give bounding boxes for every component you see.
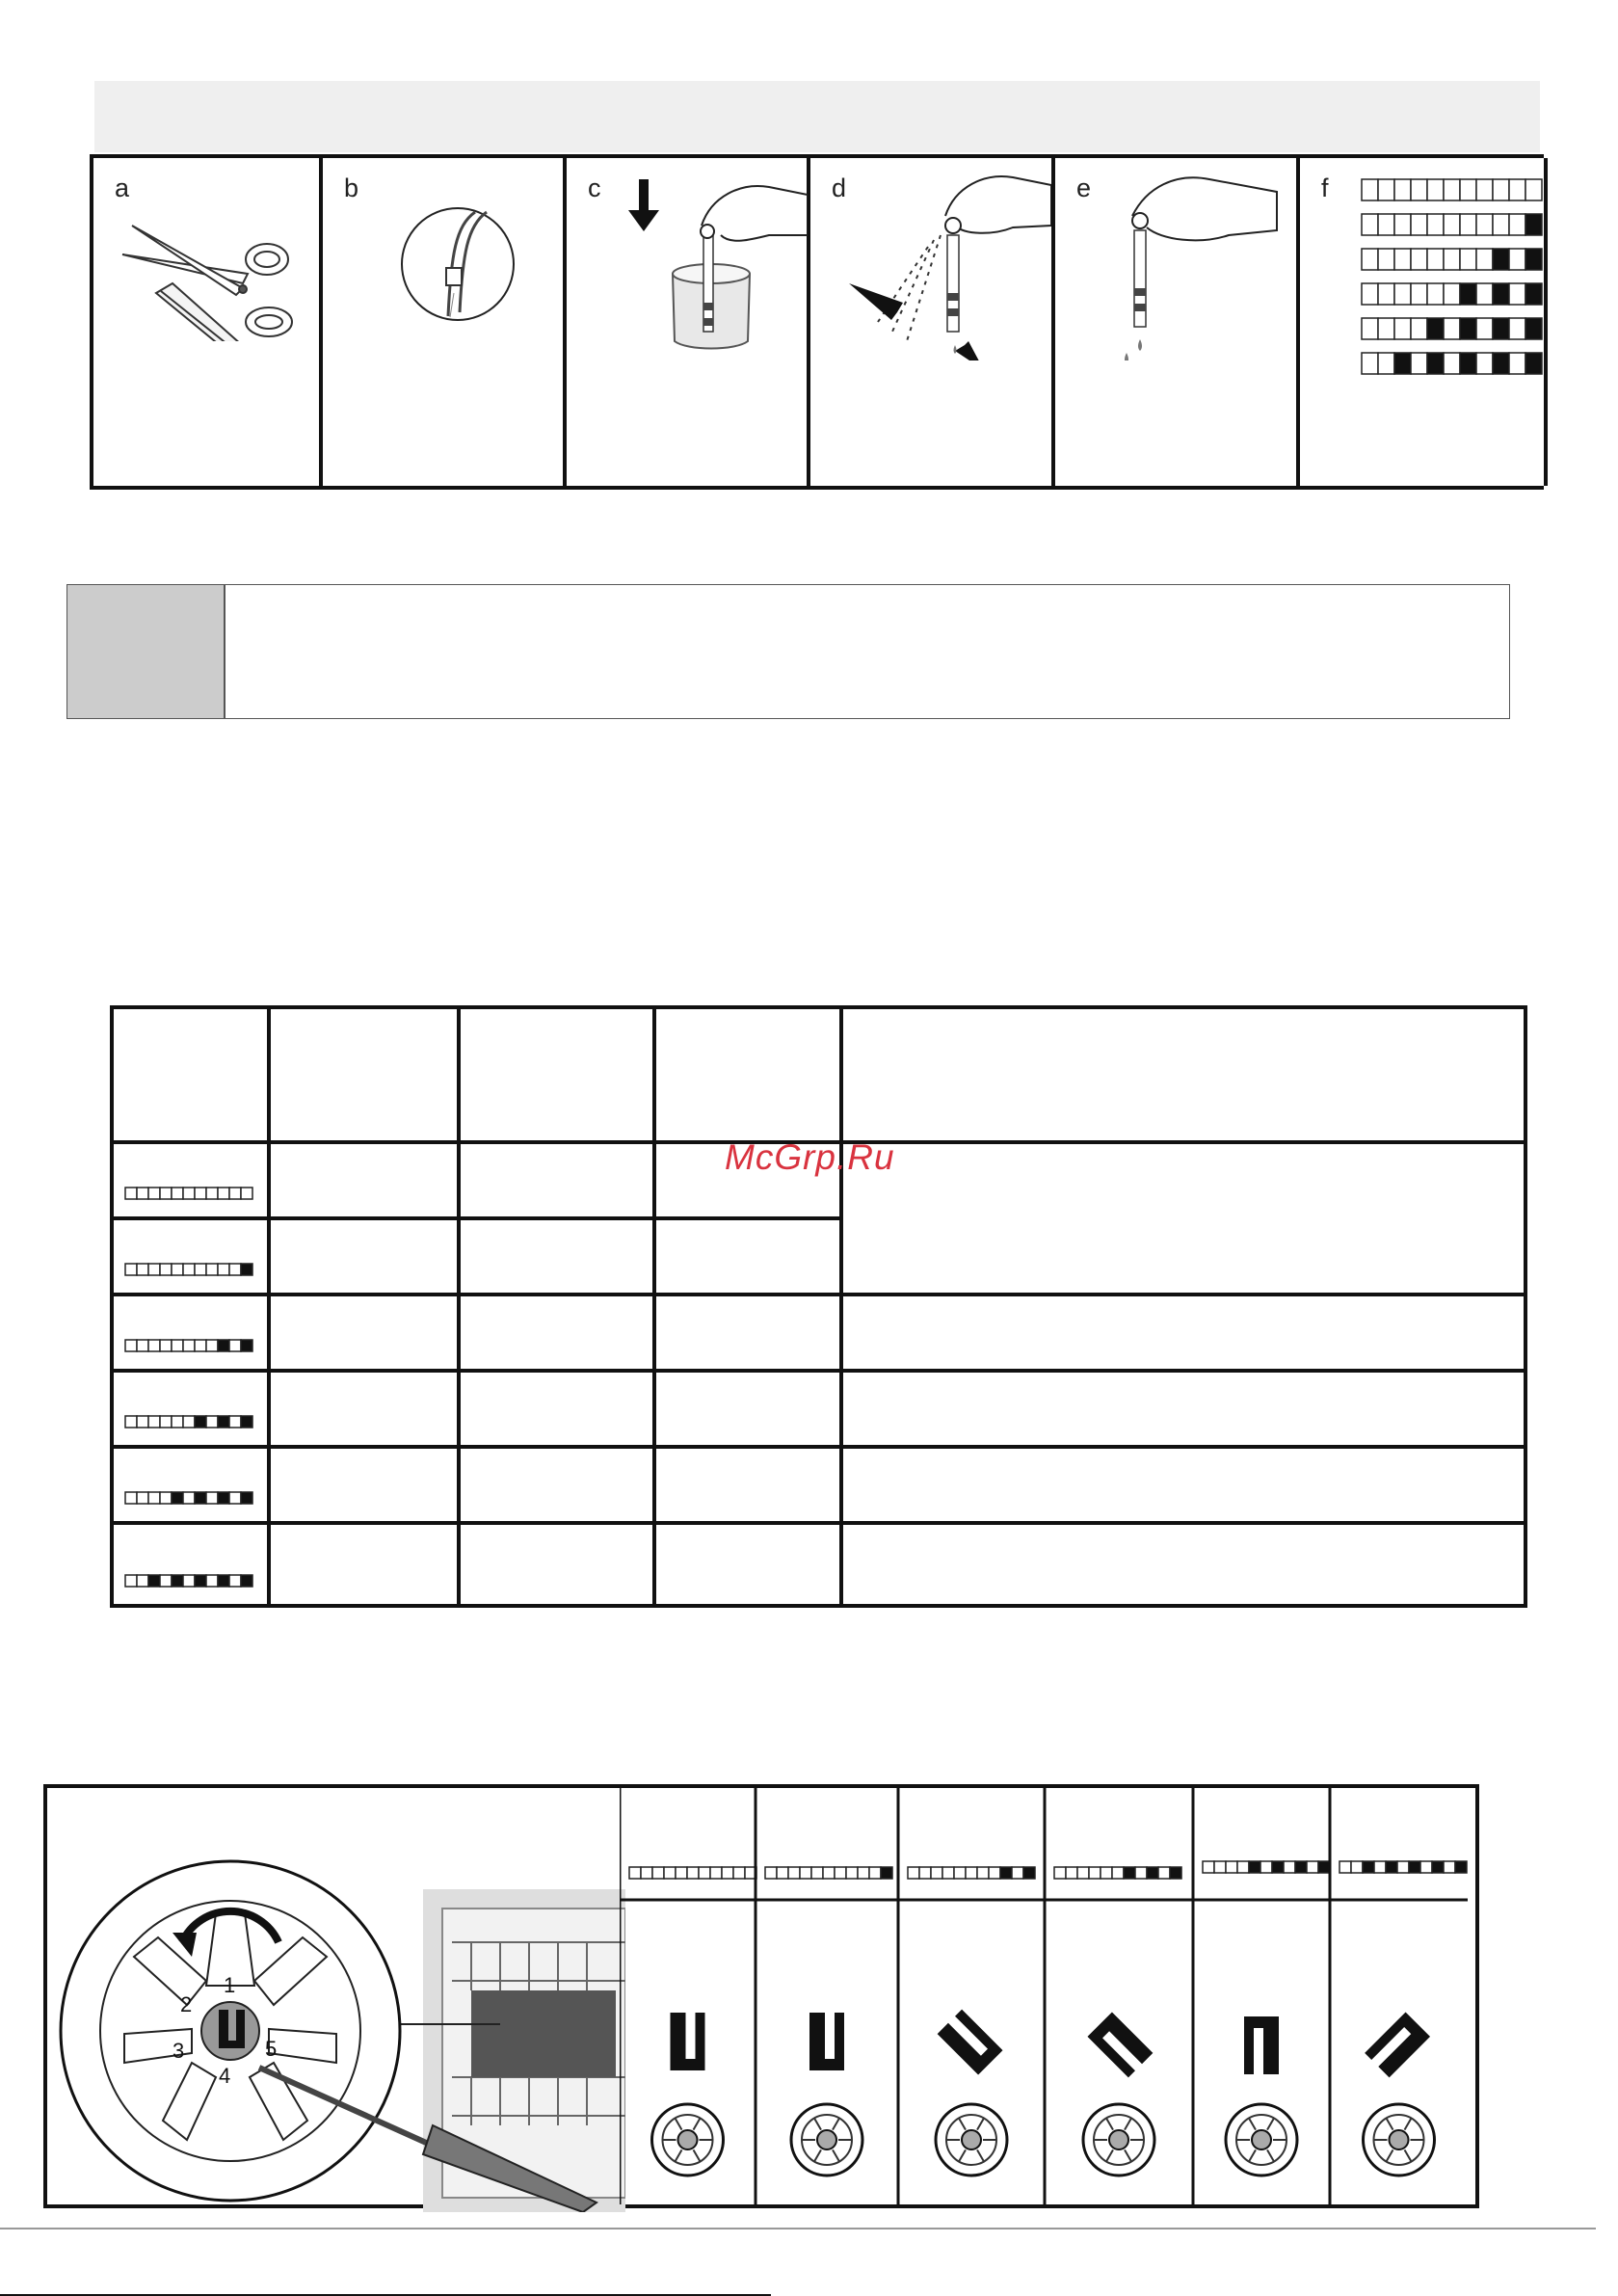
strip-cell-empty xyxy=(1493,179,1509,200)
strip-cell-empty xyxy=(1509,214,1525,235)
strip-cell-empty xyxy=(1460,249,1476,270)
strip-cell-empty xyxy=(172,1264,183,1275)
strip-cell-empty xyxy=(687,1867,699,1879)
hardness-strip xyxy=(629,1867,756,1879)
strip-cell-empty xyxy=(641,1867,652,1879)
strip-cell-empty xyxy=(1374,1861,1386,1873)
strip-cell-empty xyxy=(858,1867,869,1879)
step-panel-a xyxy=(93,158,323,486)
hardness-strip xyxy=(908,1867,1035,1879)
step-panel-d xyxy=(810,158,1055,486)
hardness-scale-icon xyxy=(1358,168,1551,380)
selector-knob-position-3 xyxy=(1087,2012,1153,2077)
dial-number-3: 3 xyxy=(172,2039,185,2063)
strip-cell-filled xyxy=(218,1340,229,1351)
strip-cell-empty xyxy=(1476,318,1493,339)
selector-column xyxy=(1330,1788,1468,2204)
note-box xyxy=(66,584,1510,719)
strip-cell-empty xyxy=(1460,179,1476,200)
strip-cell-filled xyxy=(1493,249,1509,270)
strip-cell-empty xyxy=(954,1867,966,1879)
strip-cell-empty xyxy=(1411,249,1427,270)
header-band xyxy=(94,81,1540,152)
strip-cell-empty xyxy=(1411,179,1427,200)
dial-number-4: 4 xyxy=(219,2064,231,2088)
strip-cell-empty xyxy=(1378,214,1394,235)
strip-cell-filled xyxy=(195,1416,206,1428)
step-panel-c xyxy=(567,158,810,486)
strip-cell-filled xyxy=(1455,1861,1467,1873)
selector-column xyxy=(898,1788,1045,2204)
strip-cell-empty xyxy=(148,1264,160,1275)
strip-cell-empty xyxy=(1444,214,1460,235)
strip-cell-empty xyxy=(1089,1867,1101,1879)
strip-cell-empty xyxy=(1307,1861,1318,1873)
strip-cell-empty xyxy=(1101,1867,1112,1879)
step-label: b xyxy=(344,174,359,202)
selector-columns-grid xyxy=(620,1788,1479,2204)
strip-cell-empty xyxy=(172,1340,183,1351)
strip-cell-empty xyxy=(1351,1861,1363,1873)
strip-cell-filled xyxy=(1394,353,1411,374)
strip-cell-empty xyxy=(206,1416,218,1428)
hardness-strip xyxy=(125,1264,252,1275)
step-panel-f xyxy=(1300,158,1548,486)
strip-cell-empty xyxy=(1444,1861,1455,1873)
strip-cell-empty xyxy=(931,1867,942,1879)
strip-cell-empty xyxy=(1378,283,1394,305)
strip-cell-empty xyxy=(1509,249,1525,270)
strip-cell-empty xyxy=(800,1867,811,1879)
strip-cell-empty xyxy=(229,1188,241,1199)
strip-cell-empty xyxy=(1260,1861,1272,1873)
strip-cell-filled xyxy=(195,1575,206,1587)
strip-cell-filled xyxy=(1427,353,1444,374)
strip-cell-filled xyxy=(881,1867,892,1879)
strip-cell-empty xyxy=(1476,353,1493,374)
hardness-strip xyxy=(1362,179,1542,200)
strip-cell-empty xyxy=(989,1867,1000,1879)
strip-cell-filled xyxy=(1147,1867,1158,1879)
strip-cell-empty xyxy=(1476,283,1493,305)
strip-cell-filled xyxy=(1525,214,1542,235)
drip-strip-icon xyxy=(1055,168,1296,360)
strip-cell-empty xyxy=(1493,214,1509,235)
strip-cell-empty xyxy=(1411,318,1427,339)
strip-cell-empty xyxy=(1427,249,1444,270)
strip-cell-empty xyxy=(1509,283,1525,305)
strip-cell-filled xyxy=(241,1575,252,1587)
strip-cell-filled xyxy=(195,1492,206,1504)
strip-cell-empty xyxy=(1362,249,1378,270)
strip-cell-filled xyxy=(218,1492,229,1504)
strip-cell-empty xyxy=(733,1867,745,1879)
selector-knob-position-2 xyxy=(938,2010,1003,2075)
step-panel-b xyxy=(323,158,567,486)
strip-cell-filled xyxy=(1295,1861,1307,1873)
strip-cell-empty xyxy=(1476,249,1493,270)
strip-cell-empty xyxy=(1077,1867,1089,1879)
strip-cell-empty xyxy=(183,1188,195,1199)
strip-cell-empty xyxy=(229,1264,241,1275)
selector-column xyxy=(756,1788,898,2204)
strip-cell-empty xyxy=(1427,179,1444,200)
strip-cell-empty xyxy=(195,1188,206,1199)
strip-cell-empty xyxy=(869,1867,881,1879)
hardness-strip xyxy=(125,1416,252,1428)
strip-cell-empty xyxy=(148,1416,160,1428)
strip-cell-filled xyxy=(1525,318,1542,339)
strip-cell-empty xyxy=(652,1867,664,1879)
dial-number-5: 5 xyxy=(265,2037,278,2061)
watermark: McGrp.Ru xyxy=(725,1137,895,1177)
strip-cell-empty xyxy=(699,1867,710,1879)
strip-cell-empty xyxy=(229,1492,241,1504)
strip-cell-empty xyxy=(1226,1861,1237,1873)
strip-cell-empty xyxy=(664,1867,676,1879)
strip-cell-empty xyxy=(137,1492,148,1504)
strip-cell-empty xyxy=(1444,179,1460,200)
strip-cell-filled xyxy=(1023,1867,1035,1879)
step-label: c xyxy=(588,174,601,202)
strip-cell-empty xyxy=(160,1575,172,1587)
strip-cell-empty xyxy=(1394,283,1411,305)
hardness-strip xyxy=(765,1867,892,1879)
selector-knob-position-1 xyxy=(809,2013,844,2070)
strip-cell-empty xyxy=(125,1416,137,1428)
selector-knob-position-5 xyxy=(1365,2012,1430,2077)
selector-knob-position-1 xyxy=(671,2013,705,2070)
strip-cell-filled xyxy=(1386,1861,1397,1873)
strip-cell-empty xyxy=(1054,1867,1066,1879)
strip-cell-empty xyxy=(1362,283,1378,305)
strip-cell-filled xyxy=(172,1575,183,1587)
strip-cell-filled xyxy=(172,1492,183,1504)
strip-cell-empty xyxy=(183,1575,195,1587)
strip-cell-filled xyxy=(148,1575,160,1587)
strip-cell-filled xyxy=(1493,283,1509,305)
strip-cell-empty xyxy=(966,1867,977,1879)
strip-cell-empty xyxy=(137,1264,148,1275)
strip-cell-empty xyxy=(1378,318,1394,339)
hardness-table-grid xyxy=(114,1009,1524,1604)
strip-cell-empty xyxy=(1158,1867,1170,1879)
strip-cell-filled xyxy=(1460,353,1476,374)
hardness-strip xyxy=(1362,214,1542,235)
strip-cell-empty xyxy=(218,1188,229,1199)
strip-cell-empty xyxy=(1394,249,1411,270)
strip-cell-empty xyxy=(1362,318,1378,339)
strip-cell-empty xyxy=(206,1340,218,1351)
selector-column xyxy=(620,1788,756,2204)
strip-cell-empty xyxy=(1411,283,1427,305)
strip-cell-filled xyxy=(1460,318,1476,339)
strip-cell-empty xyxy=(629,1867,641,1879)
strip-cell-empty xyxy=(160,1188,172,1199)
strip-cell-empty xyxy=(811,1867,823,1879)
strip-cell-empty xyxy=(195,1264,206,1275)
strip-cell-empty xyxy=(1397,1861,1409,1873)
strip-cell-empty xyxy=(137,1575,148,1587)
selector-column xyxy=(1045,1788,1193,2204)
strip-cell-empty xyxy=(218,1264,229,1275)
hardness-strip xyxy=(125,1340,252,1351)
strip-cell-empty xyxy=(183,1416,195,1428)
strip-cell-empty xyxy=(195,1340,206,1351)
strip-cell-empty xyxy=(1362,214,1378,235)
strip-cell-empty xyxy=(1214,1861,1226,1873)
strip-cell-empty xyxy=(1525,179,1542,200)
strip-cell-empty xyxy=(1411,214,1427,235)
dial-number-1: 1 xyxy=(224,1973,236,1997)
hardness-strip xyxy=(1362,249,1542,270)
scissors-strip-icon xyxy=(113,197,305,341)
strip-cell-empty xyxy=(125,1492,137,1504)
strip-cell-empty xyxy=(148,1188,160,1199)
strip-cell-empty xyxy=(229,1340,241,1351)
strip-cell-empty xyxy=(1012,1867,1023,1879)
strip-cell-empty xyxy=(722,1867,733,1879)
strip-cell-empty xyxy=(676,1867,687,1879)
strip-cell-filled xyxy=(241,1264,252,1275)
strip-cell-empty xyxy=(160,1492,172,1504)
strip-cell-empty xyxy=(137,1188,148,1199)
hardness-strip xyxy=(1203,1861,1330,1873)
strip-cell-empty xyxy=(1362,179,1378,200)
strip-cell-filled xyxy=(1170,1867,1181,1879)
selector-knob-position-4 xyxy=(1244,2016,1279,2074)
strip-cell-empty xyxy=(137,1416,148,1428)
strip-cell-empty xyxy=(206,1492,218,1504)
strip-cell-filled xyxy=(1525,283,1542,305)
strip-cell-empty xyxy=(1509,179,1525,200)
hardness-strip xyxy=(125,1492,252,1504)
strip-cell-empty xyxy=(206,1264,218,1275)
strip-cell-empty xyxy=(1339,1861,1351,1873)
strip-cell-empty xyxy=(846,1867,858,1879)
strip-cell-empty xyxy=(183,1264,195,1275)
strip-cell-empty xyxy=(241,1188,252,1199)
strip-cell-empty xyxy=(1427,214,1444,235)
strip-cell-empty xyxy=(206,1188,218,1199)
dial-number-2: 2 xyxy=(180,1992,193,2016)
strip-cell-empty xyxy=(1394,214,1411,235)
step-label: f xyxy=(1321,174,1329,202)
selector-figure xyxy=(43,1784,1479,2208)
strip-cell-empty xyxy=(1203,1861,1214,1873)
strip-cell-empty xyxy=(1420,1861,1432,1873)
strip-cell-filled xyxy=(241,1416,252,1428)
footer-rule xyxy=(0,2228,1596,2229)
strip-cell-empty xyxy=(148,1340,160,1351)
step-panel-e xyxy=(1055,158,1300,486)
strip-cell-empty xyxy=(942,1867,954,1879)
strip-cell-empty xyxy=(710,1867,722,1879)
strip-cell-filled xyxy=(1000,1867,1012,1879)
strip-cell-empty xyxy=(1378,353,1394,374)
strip-cell-empty xyxy=(765,1867,777,1879)
strip-cell-filled xyxy=(1249,1861,1260,1873)
strip-cell-empty xyxy=(835,1867,846,1879)
step-label: a xyxy=(115,174,130,202)
strip-cell-filled xyxy=(1124,1867,1135,1879)
strip-cell-empty xyxy=(137,1340,148,1351)
strip-cell-empty xyxy=(1066,1867,1077,1879)
strip-cell-empty xyxy=(1476,179,1493,200)
hardness-strip xyxy=(1339,1861,1467,1873)
strip-cell-empty xyxy=(1394,179,1411,200)
dip-strip-glass-icon xyxy=(567,168,808,351)
strip-cell-empty xyxy=(823,1867,835,1879)
strip-cell-filled xyxy=(1409,1861,1420,1873)
strip-cell-filled xyxy=(1493,353,1509,374)
strip-cell-empty xyxy=(160,1340,172,1351)
strip-cell-empty xyxy=(1509,353,1525,374)
strip-cell-empty xyxy=(1284,1861,1295,1873)
hardness-strip xyxy=(125,1188,252,1199)
strip-cell-empty xyxy=(125,1188,137,1199)
strip-cell-empty xyxy=(1362,353,1378,374)
strip-cell-empty xyxy=(1427,283,1444,305)
strip-cell-empty xyxy=(908,1867,919,1879)
strip-cell-filled xyxy=(1460,283,1476,305)
strip-cell-empty xyxy=(1378,249,1394,270)
strip-cell-empty xyxy=(777,1867,788,1879)
strip-cell-empty xyxy=(148,1492,160,1504)
strip-cell-empty xyxy=(125,1264,137,1275)
strip-cell-empty xyxy=(1444,318,1460,339)
strip-cell-empty xyxy=(183,1492,195,1504)
strip-cell-empty xyxy=(1394,318,1411,339)
strip-cell-filled xyxy=(1493,318,1509,339)
strip-cell-empty xyxy=(1237,1861,1249,1873)
strip-cell-empty xyxy=(125,1340,137,1351)
strip-cell-empty xyxy=(229,1416,241,1428)
strip-cell-filled xyxy=(1427,318,1444,339)
strip-cell-empty xyxy=(1135,1867,1147,1879)
strip-cell-empty xyxy=(183,1340,195,1351)
strip-cell-empty xyxy=(172,1188,183,1199)
strip-cell-filled xyxy=(1525,249,1542,270)
strip-cell-empty xyxy=(160,1264,172,1275)
strip-cell-empty xyxy=(1444,283,1460,305)
step-label: e xyxy=(1076,174,1092,202)
strip-cell-empty xyxy=(1444,249,1460,270)
hardness-strip xyxy=(1054,1867,1181,1879)
strip-cell-empty xyxy=(1509,318,1525,339)
strip-cell-filled xyxy=(1363,1861,1374,1873)
strip-cell-filled xyxy=(1525,353,1542,374)
selector-level-columns xyxy=(620,1788,1479,2204)
hardness-strip xyxy=(1362,283,1542,305)
hardness-strip xyxy=(1362,318,1542,339)
strip-cell-filled xyxy=(241,1492,252,1504)
strip-cell-empty xyxy=(160,1416,172,1428)
strip-cell-empty xyxy=(1112,1867,1124,1879)
strip-cell-filled xyxy=(1318,1861,1330,1873)
strip-cell-filled xyxy=(218,1575,229,1587)
hardness-table xyxy=(110,1005,1527,1608)
strip-cell-filled xyxy=(1272,1861,1284,1873)
step-label: d xyxy=(832,174,847,202)
strip-cell-empty xyxy=(919,1867,931,1879)
water-tap-icon xyxy=(381,197,535,351)
hardness-strip xyxy=(1362,353,1542,374)
strip-cell-filled xyxy=(1432,1861,1444,1873)
selector-column xyxy=(1193,1788,1330,2204)
shake-strip-icon xyxy=(810,168,1051,360)
strip-cell-empty xyxy=(1476,214,1493,235)
hardness-strip xyxy=(125,1575,252,1587)
strip-cell-empty xyxy=(125,1575,137,1587)
note-icon-area xyxy=(67,585,225,718)
strip-cell-empty xyxy=(1378,179,1394,200)
strip-cell-empty xyxy=(206,1575,218,1587)
strip-cell-empty xyxy=(977,1867,989,1879)
strip-cell-empty xyxy=(229,1575,241,1587)
strip-cell-filled xyxy=(218,1416,229,1428)
strip-cell-empty xyxy=(788,1867,800,1879)
strip-cell-empty xyxy=(1444,353,1460,374)
strip-cell-filled xyxy=(241,1340,252,1351)
strip-cell-empty xyxy=(1460,214,1476,235)
test-steps-strip xyxy=(90,154,1544,490)
strip-cell-empty xyxy=(172,1416,183,1428)
strip-cell-empty xyxy=(1411,353,1427,374)
selector-dial-illustration xyxy=(47,1788,625,2212)
